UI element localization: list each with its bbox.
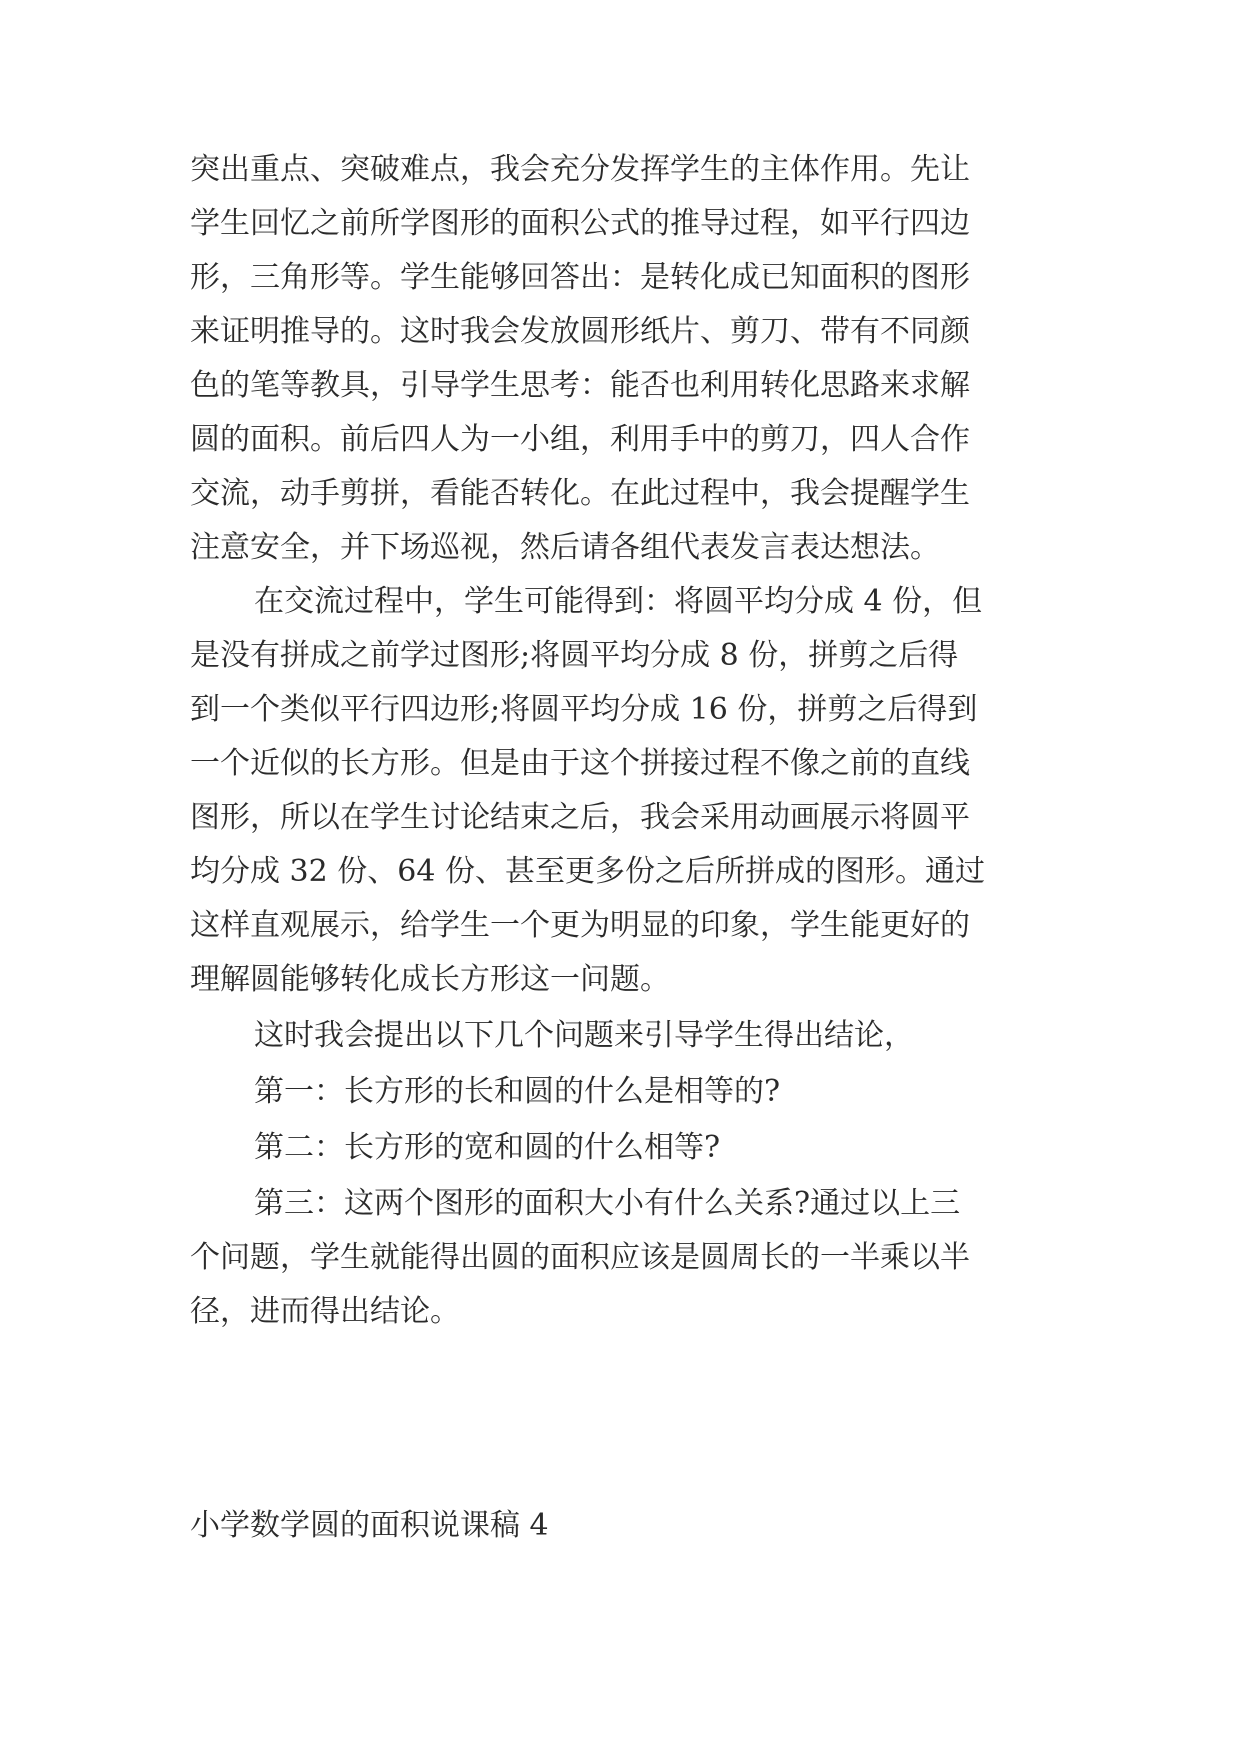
paragraph-1-line-4: 来证明推导的。这时我会发放圆形纸片、剪刀、带有不同颜 bbox=[190, 314, 970, 349]
paragraph-1-line-5: 色的笔等教具，引导学生思考：能否也利用转化思路来求解 bbox=[190, 368, 970, 403]
paragraph-2-line-7: 这样直观展示，给学生一个更为明显的印象，学生能更好的 bbox=[190, 908, 970, 943]
paragraph-2-line-1: 在交流过程中，学生可能得到：将圆平均分成 4 份，但 bbox=[254, 584, 983, 619]
paragraph-3: 这时我会提出以下几个问题来引导学生得出结论， bbox=[254, 1018, 914, 1053]
question-3-line-1: 第三：这两个图形的面积大小有什么关系?通过以上三 bbox=[254, 1186, 961, 1221]
question-3-line-2: 个问题，学生就能得出圆的面积应该是圆周长的一半乘以半 bbox=[190, 1240, 970, 1275]
section-heading: 小学数学圆的面积说课稿 4 bbox=[190, 1508, 549, 1543]
paragraph-1-line-7: 交流，动手剪拼，看能否转化。在此过程中，我会提醒学生 bbox=[190, 476, 970, 511]
question-3-line-3: 径，进而得出结论。 bbox=[190, 1294, 460, 1329]
paragraph-2-line-5: 图形，所以在学生讨论结束之后，我会采用动画展示将圆平 bbox=[190, 800, 970, 835]
paragraph-1-line-6: 圆的面积。前后四人为一小组，利用手中的剪刀，四人合作 bbox=[190, 422, 970, 457]
paragraph-2-line-2: 是没有拼成之前学过图形;将圆平均分成 8 份，拼剪之后得 bbox=[190, 638, 959, 673]
question-2: 第二：长方形的宽和圆的什么相等? bbox=[254, 1130, 721, 1165]
paragraph-2-line-6: 均分成 32 份、64 份、甚至更多份之后所拼成的图形。通过 bbox=[190, 854, 985, 889]
paragraph-2-line-3: 到一个类似平行四边形;将圆平均分成 16 份，拼剪之后得到 bbox=[190, 692, 978, 727]
paragraph-1-line-2: 学生回忆之前所学图形的面积公式的推导过程，如平行四边 bbox=[190, 206, 970, 241]
paragraph-1-line-1: 突出重点、突破难点，我会充分发挥学生的主体作用。先让 bbox=[190, 152, 970, 187]
paragraph-1-line-3: 形，三角形等。学生能够回答出：是转化成已知面积的图形 bbox=[190, 260, 970, 295]
paragraph-2-line-8: 理解圆能够转化成长方形这一问题。 bbox=[190, 962, 670, 997]
question-1: 第一：长方形的长和圆的什么是相等的? bbox=[254, 1074, 781, 1109]
paragraph-2-line-4: 一个近似的长方形。但是由于这个拼接过程不像之前的直线 bbox=[190, 746, 970, 781]
paragraph-1-line-8: 注意安全，并下场巡视，然后请各组代表发言表达想法。 bbox=[190, 530, 940, 565]
